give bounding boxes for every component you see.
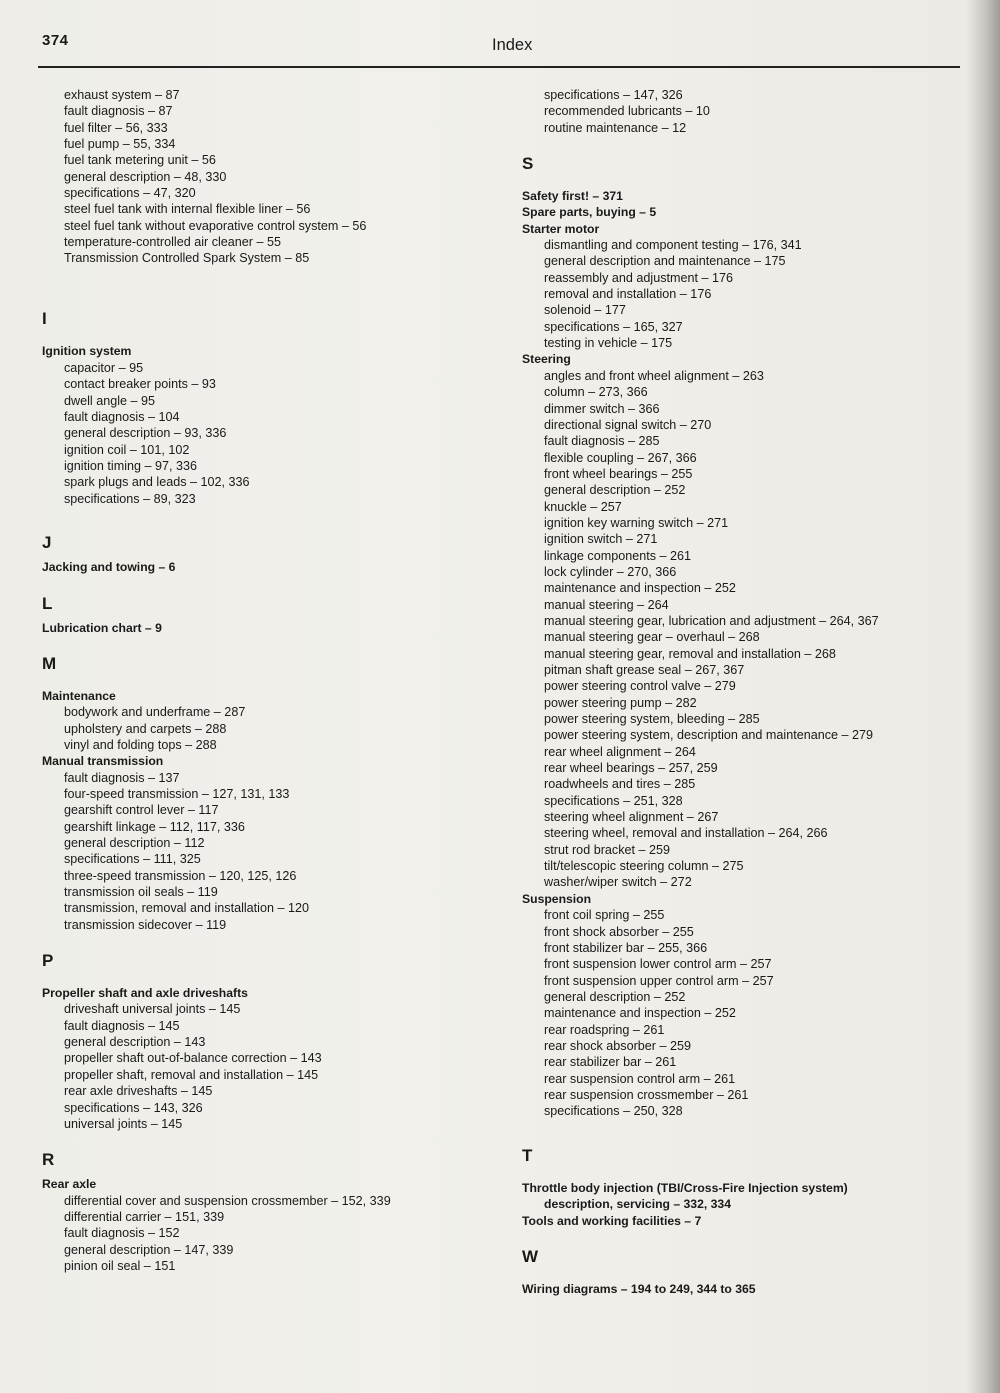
- index-subentry: flexible coupling – 267, 366: [544, 450, 697, 465]
- index-subentry: fuel pump – 55, 334: [64, 137, 176, 152]
- index-subentry: ignition switch – 271: [544, 532, 658, 547]
- index-subentry: fault diagnosis – 137: [64, 770, 180, 785]
- index-subentry: fuel filter – 56, 333: [64, 120, 168, 135]
- section-letter: W: [522, 1247, 539, 1266]
- index-subentry: general description – 112: [64, 836, 205, 851]
- index-subentry: specifications – 47, 320: [64, 186, 196, 201]
- section-letter: R: [42, 1150, 55, 1170]
- index-subentry: maintenance and inspection – 252: [544, 581, 736, 596]
- index-subentry: specifications – 89, 323: [64, 491, 196, 506]
- index-subentry: upholstery and carpets – 288: [64, 721, 227, 736]
- index-subentry: rear axle driveshafts – 145: [64, 1084, 213, 1099]
- index-heading: Starter motor: [522, 221, 600, 236]
- index-subentry: transmission, removal and installation – 120: [64, 901, 310, 916]
- index-subentry: general description – 93, 336: [64, 426, 227, 441]
- section-letter: L: [42, 593, 53, 613]
- index-subentry: front wheel bearings – 255: [544, 466, 693, 481]
- index-subentry: specifications – 251, 328: [544, 793, 683, 808]
- index-heading: Tools and working facilities – 7: [522, 1213, 702, 1228]
- index-subentry: front stabilizer bar – 255, 366: [544, 940, 708, 955]
- spacer: [522, 1229, 962, 1237]
- left-index-column: [42, 87, 502, 1274]
- index-subentry: general description – 143: [64, 1035, 206, 1050]
- index-subentry: three-speed transmission – 120, 125, 126: [64, 868, 297, 883]
- index-subentry: specifications – 143, 326: [64, 1100, 203, 1115]
- index-heading: Propeller shaft and axle driveshafts: [42, 986, 248, 1001]
- index-heading: Suspension: [522, 891, 592, 906]
- index-subentry: fuel tank metering unit – 56: [64, 153, 216, 168]
- index-subentry: differential carrier – 151, 339: [64, 1209, 225, 1224]
- index-subentry: front suspension upper control arm – 257: [544, 973, 774, 988]
- index-subentry: reassembly and adjustment – 176: [544, 270, 734, 285]
- section-letter: J: [42, 533, 52, 553]
- index-heading: Lubrication chart – 9: [42, 620, 162, 635]
- spacer: [42, 1132, 502, 1140]
- index-subentry: maintenance and inspection – 252: [544, 1006, 736, 1021]
- index-subentry: general description – 252: [544, 989, 686, 1004]
- index-subentry: Transmission Controlled Spark System – 85: [64, 251, 310, 266]
- index-subentry: front shock absorber – 255: [544, 924, 694, 939]
- index-subentry: specifications – 250, 328: [544, 1104, 683, 1119]
- index-subentry: tilt/telescopic steering column – 275: [544, 859, 744, 874]
- index-subentry: manual steering gear, removal and installation – 268: [544, 646, 836, 661]
- index-subentry: rear stabilizer bar – 261: [544, 1055, 677, 1070]
- spacer: [42, 933, 502, 941]
- index-subentry: general description and maintenance – 175: [544, 254, 786, 269]
- spacer: [522, 1172, 962, 1180]
- index-subentry: steering wheel, removal and installation – 264, 266: [544, 826, 828, 841]
- index-heading: Safety first! – 371: [522, 189, 623, 204]
- spacer: [522, 1273, 962, 1281]
- section-letter: S: [522, 154, 534, 174]
- index-heading: Spare parts, buying – 5: [522, 205, 657, 220]
- index-subentry: steering wheel alignment – 267: [544, 810, 719, 825]
- index-subentry: propeller shaft, removal and installation – 145: [64, 1067, 319, 1082]
- spacer: [42, 680, 502, 688]
- index-subentry: fault diagnosis – 152: [64, 1226, 180, 1241]
- index-subentry: gearshift linkage – 112, 117, 336: [64, 819, 245, 834]
- right-index-column: [522, 87, 962, 1297]
- index-subentry: removal and installation – 176: [544, 287, 712, 302]
- index-subentry: routine maintenance – 12: [544, 120, 687, 135]
- index-subentry: general description – 48, 330: [64, 169, 227, 184]
- index-subentry: description, servicing – 332, 334: [544, 1197, 731, 1212]
- spacer: [42, 576, 502, 584]
- index-subentry: temperature-controlled air cleaner – 55: [64, 235, 282, 250]
- index-subentry: fault diagnosis – 285: [544, 434, 660, 449]
- spacer: [522, 136, 962, 144]
- index-subentry: fault diagnosis – 145: [64, 1018, 180, 1033]
- index-subentry: manual steering gear – overhaul – 268: [544, 630, 760, 645]
- index-subentry: transmission oil seals – 119: [64, 885, 218, 900]
- index-subentry: dwell angle – 95: [64, 393, 156, 408]
- index-subentry: manual steering gear, lubrication and adjustment – 264, 367: [544, 613, 879, 628]
- spacer: [522, 180, 962, 188]
- index-subentry: angles and front wheel alignment – 263: [544, 368, 764, 383]
- index-subentry: ignition coil – 101, 102: [64, 442, 190, 457]
- index-subentry: pinion oil seal – 151: [64, 1258, 176, 1273]
- spacer: [522, 1120, 962, 1136]
- index-subentry: power steering pump – 282: [544, 695, 697, 710]
- index-subentry: knuckle – 257: [544, 499, 622, 514]
- index-subentry: specifications – 147, 326: [544, 88, 683, 102]
- index-subentry: recommended lubricants – 10: [544, 104, 710, 119]
- index-subentry: specifications – 111, 325: [64, 852, 201, 867]
- index-subentry: steel fuel tank with internal flexible liner – 56: [64, 202, 311, 217]
- spacer: [42, 636, 502, 644]
- section-letter: I: [42, 309, 47, 329]
- index-subentry: gearshift control lever – 117: [64, 803, 219, 818]
- index-heading: Jacking and towing – 6: [42, 560, 176, 575]
- index-subentry: rear wheel bearings – 257, 259: [544, 761, 718, 776]
- index-subentry: washer/wiper switch – 272: [544, 875, 692, 890]
- index-subentry: linkage components – 261: [544, 548, 692, 563]
- index-subentry: rear suspension crossmember – 261: [544, 1087, 749, 1102]
- section-letter: P: [42, 951, 54, 971]
- index-heading: Wiring diagrams – 194 to 249, 344 to 365: [522, 1282, 756, 1296]
- index-subentry: contact breaker points – 93: [64, 377, 216, 392]
- index-subentry: fault diagnosis – 104: [64, 409, 180, 424]
- index-subentry: ignition key warning switch – 271: [544, 515, 729, 530]
- index-subentry: power steering control valve – 279: [544, 679, 736, 694]
- index-subentry: steel fuel tank without evaporative control system – 56: [64, 218, 367, 233]
- index-subentry: pitman shaft grease seal – 267, 367: [544, 663, 745, 677]
- index-subentry: propeller shaft out-of-balance correction – 143: [64, 1051, 322, 1066]
- index-subentry: exhaust system – 87: [64, 88, 180, 102]
- section-letter: M: [42, 653, 57, 673]
- index-subentry: specifications – 165, 327: [544, 319, 683, 334]
- index-subentry: differential cover and suspension crossmember – 152, 339: [64, 1193, 391, 1208]
- index-subentry: solenoid – 177: [544, 303, 626, 318]
- index-subentry: testing in vehicle – 175: [544, 336, 673, 351]
- index-subentry: manual steering – 264: [544, 597, 669, 612]
- index-heading: Rear axle: [42, 1177, 97, 1192]
- index-subentry: column – 273, 366: [544, 385, 648, 400]
- index-subentry: roadwheels and tires – 285: [544, 777, 696, 792]
- index-subentry: strut rod bracket – 259: [544, 842, 671, 857]
- index-subentry: rear shock absorber – 259: [544, 1038, 692, 1053]
- section-letter: T: [522, 1145, 533, 1165]
- index-subentry: capacitor – 95: [64, 360, 144, 375]
- page-edge-shadow: [966, 0, 1000, 1393]
- index-subentry: rear roadspring – 261: [544, 1022, 665, 1037]
- index-subentry: power steering system, bleeding – 285: [544, 712, 760, 727]
- page-number: 374: [42, 32, 69, 49]
- index-subentry: dimmer switch – 366: [544, 401, 660, 416]
- index-subentry: driveshaft universal joints – 145: [64, 1002, 241, 1017]
- index-subentry: directional signal switch – 270: [544, 417, 712, 432]
- spacer: [42, 267, 502, 283]
- index-subentry: ignition timing – 97, 336: [64, 458, 198, 473]
- index-subentry: four-speed transmission – 127, 131, 133: [64, 787, 290, 801]
- index-subentry: power steering system, description and maintenance – 279: [544, 728, 874, 743]
- spacer: [42, 283, 502, 299]
- index-heading: Steering: [522, 352, 571, 367]
- index-subentry: dismantling and component testing – 176, 341: [544, 238, 802, 253]
- index-subentry: vinyl and folding tops – 288: [64, 737, 217, 752]
- spacer: [42, 977, 502, 985]
- spacer: [42, 507, 502, 523]
- index-subentry: rear wheel alignment – 264: [544, 744, 696, 759]
- index-subentry: fault diagnosis – 87: [64, 104, 173, 119]
- index-subentry: spark plugs and leads – 102, 336: [64, 475, 250, 490]
- index-heading: Ignition system: [42, 344, 132, 359]
- index-subentry: general description – 252: [544, 483, 686, 498]
- index-heading: Throttle body injection (TBI/Cross-Fire Injection system): [522, 1180, 848, 1195]
- index-subentry: universal joints – 145: [64, 1116, 183, 1131]
- header-rule: [38, 66, 960, 68]
- page-title: Index: [492, 36, 533, 54]
- index-subentry: rear suspension control arm – 261: [544, 1071, 736, 1086]
- index-heading: Manual transmission: [42, 754, 164, 769]
- index-heading: Maintenance: [42, 688, 116, 703]
- index-subentry: general description – 147, 339: [64, 1242, 234, 1257]
- index-subentry: bodywork and underframe – 287: [64, 705, 246, 720]
- spacer: [42, 335, 502, 343]
- index-subentry: transmission sidecover – 119: [64, 917, 227, 932]
- index-subentry: front suspension lower control arm – 257: [544, 957, 772, 972]
- index-subentry: lock cylinder – 270, 366: [544, 564, 677, 579]
- index-subentry: front coil spring – 255: [544, 908, 665, 923]
